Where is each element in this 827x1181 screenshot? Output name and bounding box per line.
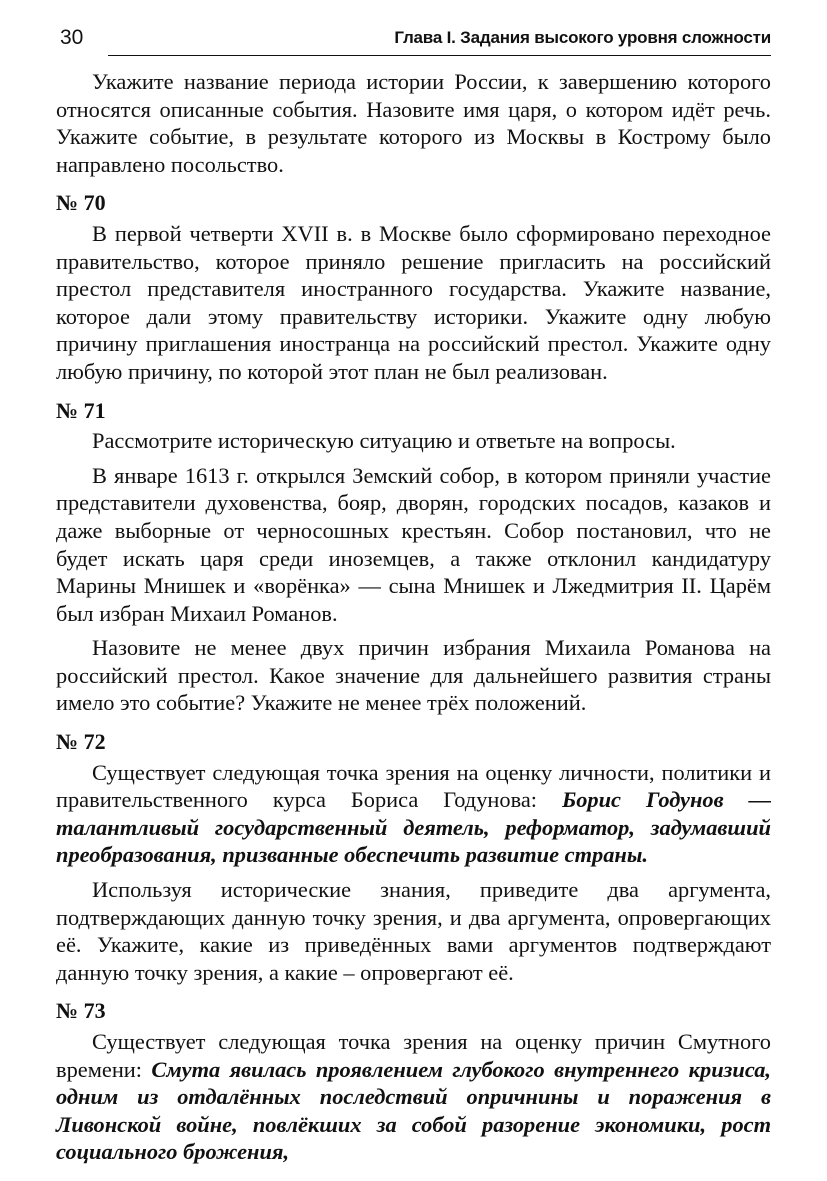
question-70-number: № 70 (56, 190, 106, 216)
question-71-number: № 71 (56, 397, 106, 423)
page-content (56, 68, 771, 1173)
question-70-text: В первой четверти XVII в. в Москве было сформировано переходное правительство, которое приняло решение пригласить на российский престол представителя иностранного государства. Укажите название, которое дали этому правительству историки. Укажите одну любую причину приглашения иностранца на российский престол. Укажите одну любую причину, по которой этот план не был реализован. (56, 220, 771, 384)
question-71-task: Назовите не менее двух причин избрания Михаила Романова на российский престол. Какое значение для дальнейшего развития страны имело это событие? Укажите не менее трёх положений. (56, 635, 771, 716)
question-73-quote: Смута явилась проявлением глубокого внутреннего кризиса, одним из отдалённых последствий опричнины и поражения в Ливонской войне, повлёкших за собой разорение экономики, рост социального брожения, (56, 1056, 771, 1165)
question-73-lead: Существует следующая точка зрения на оценку причин Смутного времени: (56, 1029, 771, 1082)
question-73-viewpoint (56, 1028, 771, 1166)
question-72-viewpoint (56, 759, 771, 869)
question-71-instruction: Рассмотрите историческую ситуацию и ответьте на вопросы. (92, 428, 676, 454)
page-header (60, 22, 771, 56)
question-72-task: Используя исторические знания, приведите два аргумента, подтверждающих данную точку зрения, и два аргумента, опровергающих её. Укажите, какие из приведённых вами аргументов подтверждают данную точку зрения, а какие – опровергают её. (56, 877, 771, 985)
question-73-number: № 73 (56, 998, 106, 1024)
question-71-situation: В январе 1613 г. открылся Земский собор, в котором приняли участие представители духовенства, бояр, дворян, городских посадов, казаков и даже выборные от черносошных крестьян. Собор постановил, что не будет искать царя среди иноземцев, а также отклонил кандидатуру Марины Мнишек и «ворёнка» — сына Мнишек и Лжедмитрия II. Царём был избран Михаил Романов. (56, 462, 771, 626)
intro-paragraph: Укажите название периода истории России, к завершению которого относятся описанные события. Назовите имя царя, о котором идёт речь. Укажите событие, в результате которого из Москвы в Кострому было направлено посольство. (56, 69, 771, 177)
header-rule (108, 55, 771, 56)
question-72-quote: Борис Годунов — талантливый государственный деятель, реформатор, задумавший преобразования, призванные обеспечить развитие страны. (56, 787, 771, 868)
page-number: 30 (60, 26, 84, 49)
question-72-number: № 72 (56, 729, 106, 755)
chapter-title: Глава I. Задания высокого уровня сложности (394, 28, 771, 47)
question-72-lead: Существует следующая точка зрения на оценку личности, политики и правительственного курса Бориса Годунова: (56, 759, 771, 813)
